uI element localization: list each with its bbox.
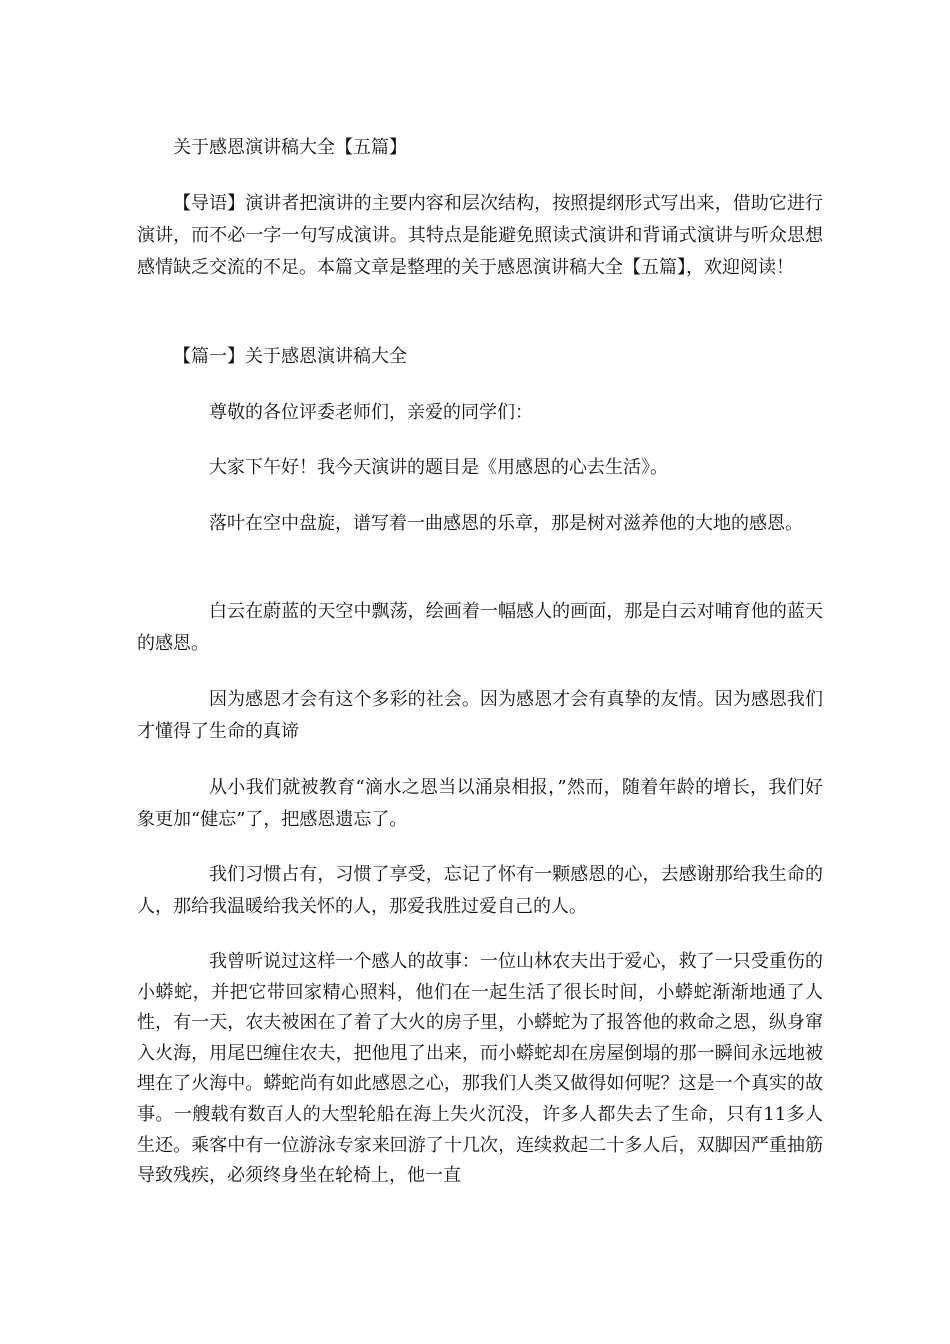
section-heading: 【篇一】关于感恩演讲稿大全: [173, 346, 407, 367]
body-paragraph: 因为感恩才会有这个多彩的社会。因为感恩才会有真挚的友情。因为感恩我们才懂得了生命的真谛: [137, 689, 823, 742]
document-title: 关于感恩演讲稿大全【五篇】: [173, 137, 407, 158]
body-paragraph: 尊敬的各位评委老师们，亲爱的同学们：: [209, 402, 533, 423]
body-paragraph: 我曾听说过这样一个感人的故事：一位山林农夫出于爱心，救了一只受重伤的小蟒蛇，并把它带回家精心照料，他们在一起生活了很长时间，小蟒蛇渐渐地通了人性，有一天，农夫被困在了着了大火的房子里，小蟒蛇为了报答他的救命之恩，纵身窜入火海，用尾巴缠住农夫，把他甩了出来，而小蟒蛇却在房屋倒塌的那一瞬间永远地被埋在了火海中。蟒蛇尚有如此感恩之心，那我们人类又做得如何呢？这是一个真实的故事。一艘载有数百人的大型轮船在海上失火沉没，许多人都失去了生命，只有11多人生还。乘客中有一位游泳专家来回游了十几次，连续救起二十多人后，双脚因严重抽筋导致残疾，必须终身坐在轮椅上，他一直: [137, 951, 823, 1187]
body-paragraph: 白云在蔚蓝的天空中飘荡，绘画着一幅感人的画面，那是白云对哺育他的蓝天的感恩。: [137, 601, 823, 654]
body-paragraph: 我们习惯占有，习惯了享受，忘记了怀有一颗感恩的心，去感谢那给我生命的人，那给我温暖给我关怀的人，那爱我胜过爱自己的人。: [137, 864, 823, 917]
body-paragraph: 落叶在空中盘旋，谱写着一曲感恩的乐章，那是树对滋养他的大地的感恩。: [209, 513, 803, 534]
body-paragraph: 从小我们就被教育“滴水之恩当以涌泉相报，”然而，随着年龄的增长，我们好象更加“健忘”了，把感恩遗忘了。: [137, 777, 823, 830]
body-paragraph: 大家下午好！我今天演讲的题目是《用感恩的心去生活》。: [209, 457, 668, 478]
intro-paragraph: 【导语】演讲者把演讲的主要内容和层次结构，按照提纲形式写出来，借助它进行演讲，而不必一字一句写成演讲。其特点是能避免照读式演讲和背诵式演讲与听众思想感情缺乏交流的不足。本篇文章是整理的关于感恩演讲稿大全【五篇】，欢迎阅读！: [137, 193, 823, 278]
